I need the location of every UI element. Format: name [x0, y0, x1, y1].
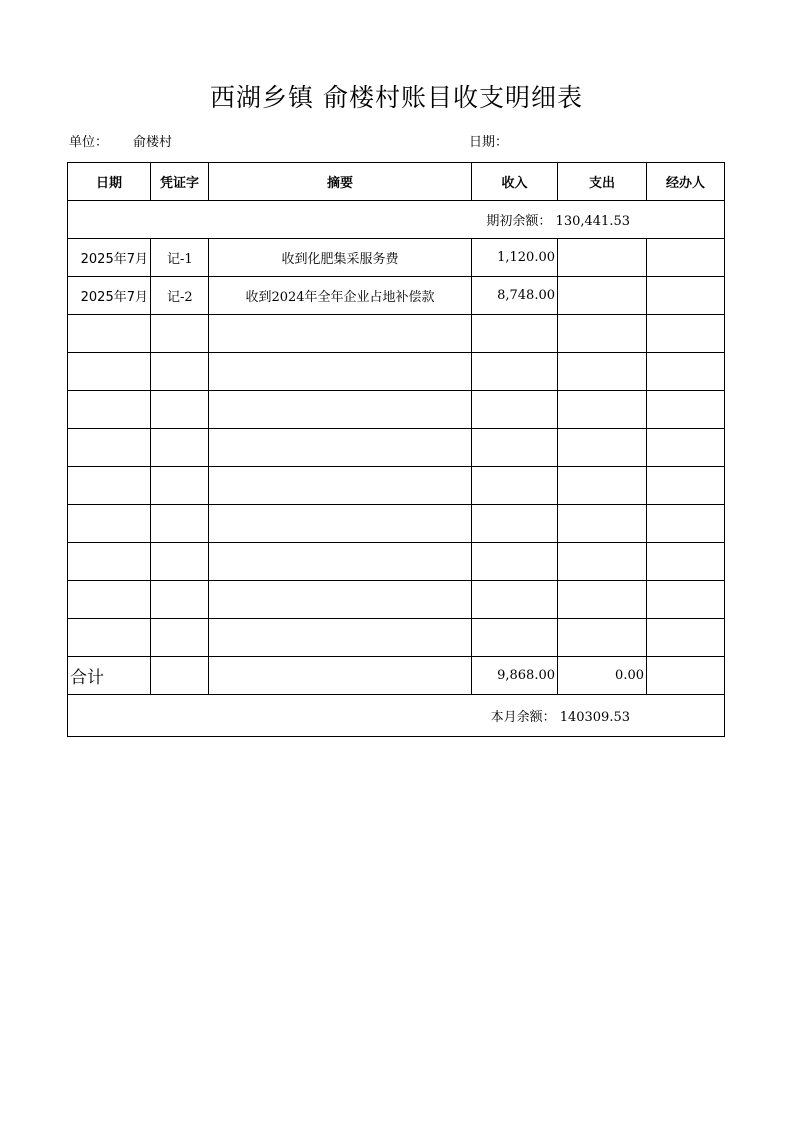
- cell-summary: 收到化肥集采服务费: [209, 239, 472, 277]
- opening-balance-row: [68, 201, 725, 239]
- empty-cell: [151, 353, 209, 391]
- empty-cell: [472, 619, 558, 657]
- ledger-table: [67, 162, 725, 737]
- empty-cell: [209, 543, 472, 581]
- empty-cell: [647, 657, 725, 695]
- header-income: 收入: [472, 163, 558, 201]
- empty-cell: [558, 391, 647, 429]
- empty-cell: [68, 391, 151, 429]
- cell-expense: [558, 239, 647, 277]
- empty-row: [68, 391, 725, 429]
- empty-cell: [151, 505, 209, 543]
- empty-cell: [209, 581, 472, 619]
- cell-expense: [558, 277, 647, 315]
- empty-row: [68, 543, 725, 581]
- empty-cell: [151, 467, 209, 505]
- cell-date: 2025年7月: [68, 239, 151, 277]
- page-title: 西湖乡镇 俞楼村账目收支明细表: [210, 83, 583, 112]
- empty-cell: [647, 505, 725, 543]
- empty-cell: [558, 619, 647, 657]
- empty-cell: [68, 543, 151, 581]
- empty-row: [68, 315, 725, 353]
- empty-row: [68, 505, 725, 543]
- empty-cell: [151, 581, 209, 619]
- empty-cell: [647, 543, 725, 581]
- empty-cell: [472, 391, 558, 429]
- empty-cell: [472, 505, 558, 543]
- opening-balance: 期初余额： 130,441.53: [68, 201, 725, 239]
- empty-cell: [558, 543, 647, 581]
- empty-cell: [151, 543, 209, 581]
- cell-income: 8,748.00: [472, 277, 558, 315]
- empty-cell: [472, 429, 558, 467]
- cell-income: 1,120.00: [472, 239, 558, 277]
- header-row: [68, 163, 725, 201]
- empty-cell: [209, 353, 472, 391]
- total-label: 合计: [68, 657, 151, 695]
- empty-cell: [472, 543, 558, 581]
- cell-handler: [647, 239, 725, 277]
- header-summary: 摘要: [209, 163, 472, 201]
- total-income: 9,868.00: [472, 657, 558, 695]
- empty-cell: [647, 315, 725, 353]
- unit-value: 俞楼村: [133, 135, 173, 150]
- empty-cell: [68, 619, 151, 657]
- empty-cell: [151, 391, 209, 429]
- header-date: 日期: [68, 163, 151, 201]
- empty-cell: [209, 619, 472, 657]
- empty-cell: [647, 353, 725, 391]
- closing-balance: 本月余额： 140309.53: [68, 695, 725, 737]
- empty-cell: [558, 581, 647, 619]
- empty-cell: [151, 429, 209, 467]
- cell-date: 2025年7月: [68, 277, 151, 315]
- empty-cell: [68, 353, 151, 391]
- header-voucher: 凭证字: [151, 163, 209, 201]
- table-row: [68, 277, 725, 315]
- empty-row: [68, 619, 725, 657]
- empty-row: [68, 581, 725, 619]
- empty-row: [68, 429, 725, 467]
- cell-summary: 收到2024年全年企业占地补偿款: [209, 277, 472, 315]
- empty-cell: [647, 391, 725, 429]
- empty-cell: [68, 467, 151, 505]
- empty-cell: [209, 657, 472, 695]
- empty-row: [68, 353, 725, 391]
- empty-cell: [647, 429, 725, 467]
- table-row: [68, 239, 725, 277]
- empty-cell: [68, 315, 151, 353]
- empty-cell: [209, 505, 472, 543]
- empty-cell: [209, 391, 472, 429]
- empty-cell: [558, 467, 647, 505]
- empty-cell: [209, 467, 472, 505]
- unit-label: 单位：: [69, 135, 109, 150]
- empty-cell: [151, 657, 209, 695]
- empty-cell: [151, 315, 209, 353]
- total-expense: 0.00: [558, 657, 647, 695]
- empty-cell: [647, 467, 725, 505]
- empty-cell: [647, 619, 725, 657]
- header-expense: 支出: [558, 163, 647, 201]
- empty-cell: [558, 315, 647, 353]
- closing-balance-row: [68, 695, 725, 737]
- empty-cell: [68, 581, 151, 619]
- empty-cell: [472, 353, 558, 391]
- empty-cell: [68, 429, 151, 467]
- empty-cell: [558, 353, 647, 391]
- header-handler: 经办人: [647, 163, 725, 201]
- empty-cell: [647, 581, 725, 619]
- empty-cell: [472, 467, 558, 505]
- total-row: [68, 657, 725, 695]
- cell-voucher: 记-2: [151, 277, 209, 315]
- empty-cell: [151, 619, 209, 657]
- empty-cell: [209, 315, 472, 353]
- empty-cell: [472, 315, 558, 353]
- empty-cell: [472, 581, 558, 619]
- cell-handler: [647, 277, 725, 315]
- empty-cell: [68, 505, 151, 543]
- date-label: 日期：: [469, 135, 509, 150]
- empty-row: [68, 467, 725, 505]
- cell-voucher: 记-1: [151, 239, 209, 277]
- empty-cell: [558, 505, 647, 543]
- empty-cell: [209, 429, 472, 467]
- empty-cell: [558, 429, 647, 467]
